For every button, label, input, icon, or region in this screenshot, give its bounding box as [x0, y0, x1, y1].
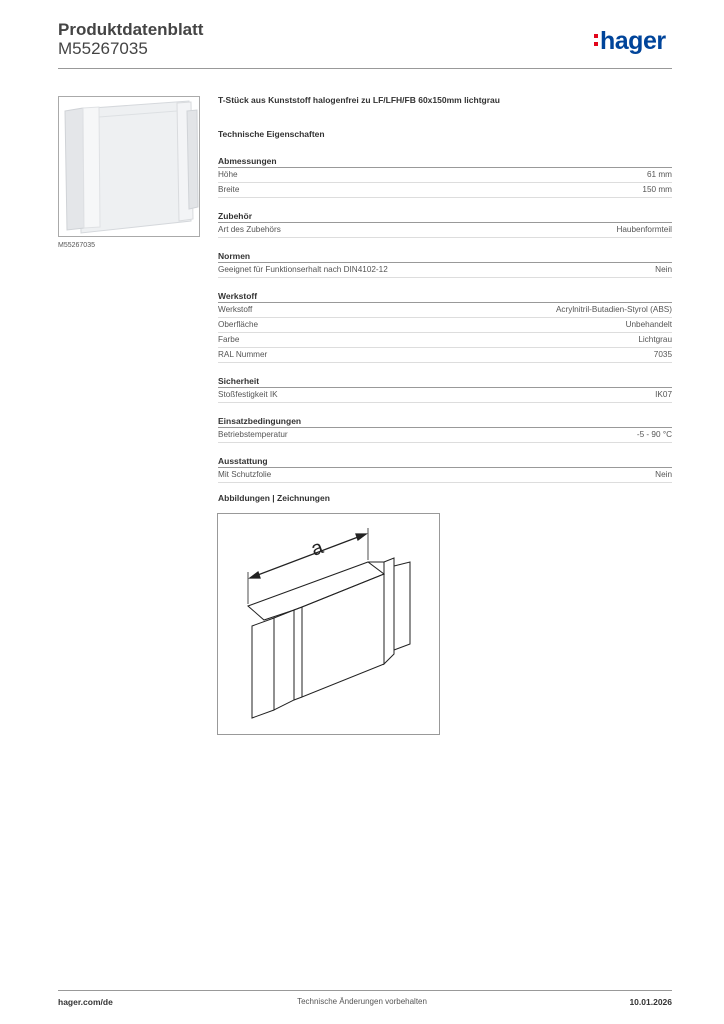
property-row	[218, 388, 672, 403]
logo-dots-icon	[594, 33, 598, 47]
property-row	[218, 348, 672, 363]
t-piece-drawing-icon	[218, 514, 439, 734]
page-title: Produktdatenblatt	[58, 20, 204, 39]
properties-heading: Technische Eigenschaften	[218, 129, 325, 139]
property-row	[218, 168, 672, 183]
property-row	[218, 263, 672, 278]
property-value: Acrylnitril-Butadien-Styrol (ABS)	[555, 305, 672, 314]
property-row	[218, 183, 672, 198]
property-section	[218, 375, 672, 403]
property-row	[218, 318, 672, 333]
section-title: Normen	[218, 250, 672, 263]
property-value: 7035	[653, 350, 672, 359]
article-number: M55267035	[58, 39, 148, 58]
product-details	[218, 95, 672, 483]
property-value: 150 mm	[642, 185, 672, 194]
technical-drawing	[217, 513, 440, 735]
property-section	[218, 210, 672, 238]
product-thumbnail	[58, 96, 200, 237]
thumbnail-caption: M55267035	[58, 242, 95, 249]
property-label: Betriebstemperatur	[218, 430, 288, 439]
section-title: Werkstoff	[218, 290, 672, 303]
property-label: Art des Zubehörs	[218, 225, 281, 234]
property-value: Nein	[655, 265, 672, 274]
footer-divider	[58, 990, 672, 991]
section-title: Einsatzbedingungen	[218, 415, 672, 428]
property-section	[218, 155, 672, 198]
product-title: T-Stück aus Kunststoff halogenfrei zu LF/LFH/FB 60x150mm lichtgrau	[218, 95, 500, 105]
property-sections	[218, 155, 672, 483]
property-value: Nein	[655, 470, 672, 479]
footer-date: 10.01.2026	[629, 997, 672, 1007]
footer-note: Technische Änderungen vorbehalten	[297, 997, 427, 1006]
logo-text: hager	[600, 27, 666, 55]
footer-website[interactable]: hager.com/de	[58, 997, 113, 1007]
property-label: Stoßfestigkeit IK	[218, 390, 278, 399]
property-label: Farbe	[218, 335, 240, 344]
section-title: Abmessungen	[218, 155, 672, 168]
property-label: Breite	[218, 185, 240, 194]
property-label: RAL Nummer	[218, 350, 268, 359]
property-row	[218, 428, 672, 443]
property-label: Geeignet für Funktionserhalt nach DIN4102-12	[218, 265, 388, 274]
property-value: Lichtgrau	[638, 335, 672, 344]
header-divider	[58, 68, 672, 69]
section-title: Sicherheit	[218, 375, 672, 388]
property-value: 61 mm	[646, 170, 672, 179]
property-row	[218, 223, 672, 238]
product-photo-icon	[59, 97, 199, 236]
property-section	[218, 415, 672, 443]
property-section	[218, 290, 672, 363]
property-label: Oberfläche	[218, 320, 259, 329]
hager-logo	[594, 27, 666, 56]
property-label: Werkstoff	[218, 305, 253, 314]
property-row	[218, 468, 672, 483]
property-value: Haubenformteil	[616, 225, 672, 234]
property-section	[218, 250, 672, 278]
property-value: IK07	[655, 390, 672, 399]
property-label: Mit Schutzfolie	[218, 470, 272, 479]
drawings-heading: Abbildungen | Zeichnungen	[218, 493, 330, 503]
property-row	[218, 303, 672, 318]
property-label: Höhe	[218, 170, 238, 179]
property-section	[218, 455, 672, 483]
section-title: Ausstattung	[218, 455, 672, 468]
property-row	[218, 333, 672, 348]
property-value: -5 - 90 °C	[636, 430, 672, 439]
dimension-label: a	[308, 536, 327, 561]
section-title: Zubehör	[218, 210, 672, 223]
property-value: Unbehandelt	[625, 320, 672, 329]
